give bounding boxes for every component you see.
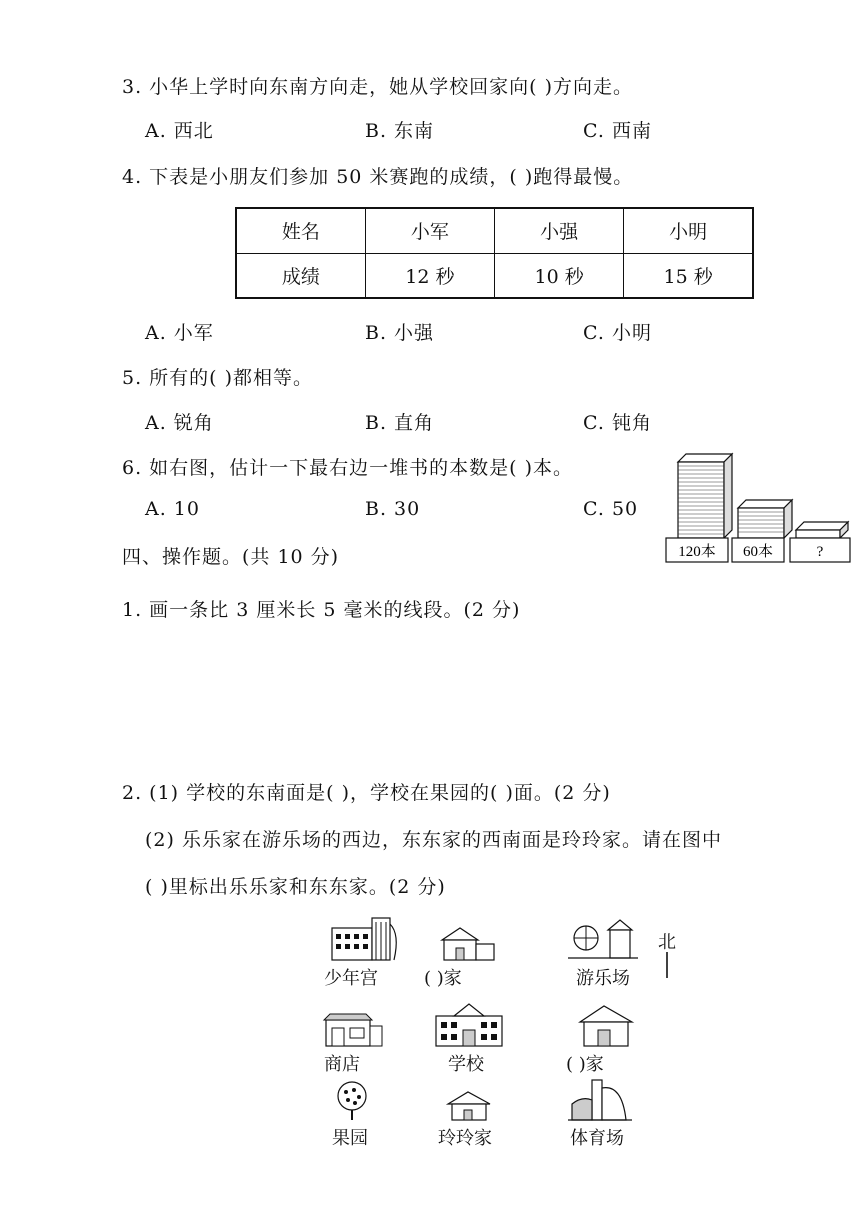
stack-label-60: 60本	[742, 544, 774, 560]
youth-palace-building-icon	[328, 914, 402, 962]
map-label-blank-home-top: ( )家	[424, 968, 462, 989]
map-figure	[300, 912, 700, 1157]
section-4-question-1: 1. 画一条比 3 厘米长 5 毫米的线段。(2 分)	[122, 599, 521, 621]
map-label-youth-palace: 少年宫	[324, 968, 378, 989]
table-cell: 小明	[624, 208, 753, 253]
map-label-school: 学校	[448, 1054, 484, 1075]
q4-option-c: C. 小明	[583, 322, 652, 344]
q5-option-b: B. 直角	[365, 412, 435, 434]
medium-book-stack-icon	[738, 500, 792, 538]
house-icon	[436, 926, 498, 962]
q3-option-b: B. 东南	[365, 120, 435, 142]
section-4-question-2-part-2: (2) 乐乐家在游乐场的西边，东东家的西南面是玲玲家。请在图中	[145, 829, 722, 851]
table-header-row	[236, 208, 753, 253]
question-6: 6. 如右图，估计一下最右边一堆书的本数是( )本。	[122, 457, 574, 479]
section-4-question-2-part-1: 2. (1) 学校的东南面是( )，学校在果园的( )面。(2 分)	[122, 782, 611, 804]
q6-option-b: B. 30	[365, 498, 421, 520]
table-cell: 10 秒	[495, 253, 624, 298]
table-cell: 成绩	[236, 253, 365, 298]
house-icon	[444, 1090, 494, 1122]
question-5: 5. 所有的( )都相等。	[122, 367, 314, 389]
q6-option-a: A. 10	[145, 498, 200, 520]
q3-option-c: C. 西南	[583, 120, 652, 142]
table-cell: 12 秒	[365, 253, 494, 298]
stadium-icon	[568, 1078, 632, 1122]
question-3: 3. 小华上学时向东南方向走，她从学校回家向( )方向走。	[122, 76, 634, 98]
stack-label-120: 120本	[678, 544, 716, 560]
map-label-blank-home-mid: ( )家	[566, 1054, 604, 1075]
q4-option-b: B. 小强	[365, 322, 435, 344]
table-cell: 姓名	[236, 208, 365, 253]
book-stacks-figure	[664, 450, 854, 566]
q5-option-c: C. 钝角	[583, 412, 652, 434]
question-4: 4. 下表是小朋友们参加 50 米赛跑的成绩，( )跑得最慢。	[122, 166, 634, 188]
q6-option-c: C. 50	[583, 498, 639, 520]
map-label-orchard: 果园	[332, 1128, 368, 1149]
map-label-stadium: 体育场	[570, 1128, 624, 1149]
map-label-amusement-park: 游乐场	[576, 968, 630, 989]
q4-option-a: A. 小军	[145, 322, 214, 344]
map-label-shop: 商店	[324, 1054, 360, 1075]
section-4-title: 四、操作题。(共 10 分)	[122, 546, 340, 568]
section-4-question-2-part-2-cont: ( )里标出乐乐家和东东家。(2 分)	[145, 876, 446, 898]
table-cell: 15 秒	[624, 253, 753, 298]
north-arrow-icon	[662, 950, 672, 980]
small-book-stack-icon	[796, 522, 848, 538]
stack-label-unknown: ?	[816, 544, 824, 560]
table-cell: 小强	[495, 208, 624, 253]
school-building-icon	[432, 1002, 506, 1048]
map-label-lingling-home: 玲玲家	[438, 1128, 492, 1149]
table-cell: 小军	[365, 208, 494, 253]
north-label: 北	[658, 932, 676, 953]
table-row	[236, 253, 753, 298]
tall-book-stack-icon	[678, 454, 732, 538]
house-icon	[576, 1004, 636, 1048]
score-table	[235, 207, 754, 299]
orchard-tree-icon	[334, 1080, 370, 1122]
shop-building-icon	[322, 1012, 384, 1048]
q5-option-a: A. 锐角	[145, 412, 214, 434]
q3-option-a: A. 西北	[145, 120, 214, 142]
amusement-park-icon	[568, 916, 638, 962]
